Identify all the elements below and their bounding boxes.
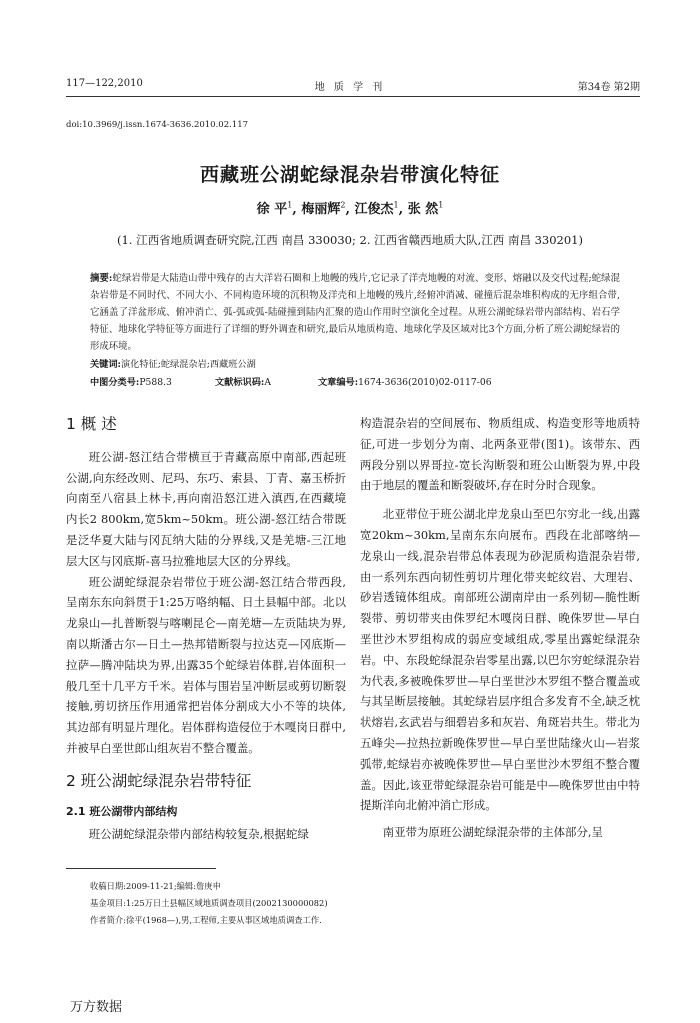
abstract-label: 摘要:	[90, 273, 113, 284]
fund-info: 基金项目:1:25万日土县幅区域地质调查项目(2002130000082)	[90, 898, 328, 908]
classification-number: 中图分类号:P588.3	[90, 377, 172, 388]
paragraph: 构造混杂岩的空间展布、物质组成、构造变形等地质特征,可进一步划分为南、北两条亚带(图1)。该带东、西两段分别以界哥拉-宽长沟断裂和班公山断裂为界,中段由于地层的覆盖和断裂破坏,存在时分时合现象。	[360, 416, 640, 493]
paragraph: 班公湖蛇绿混杂带内部结构较复杂,根据蛇绿	[88, 827, 309, 842]
footnote-rule	[66, 868, 216, 869]
received-date: 收稿日期:2009-11-21;编辑:詹庚申	[90, 881, 221, 891]
abstract-text: 蛇绿岩带是大陆造山带中残存的古大洋岩石圈和上地幔的残片,它记录了洋壳地幔的对流、变形、熔融以及交代过程;蛇绿混杂岩带是不同时代、不同大小、不同构造环境的沉积物及洋壳和上地幔的残片,经俯冲消减、碰撞后混杂堆积构成的无序组合带,它涵盖了洋盆形成、俯冲消亡、弧-弧或弧-陆碰撞到陆内汇聚的造山作用时空演化全过程。从班公湖蛇绿岩带内部结构、岩石学特征、地球化学特征等方面进行了详细的野外调查和研究,最后从地质构造、地球化学及区域对比3个方面,分析了班公湖蛇绿岩的形成环境。	[90, 273, 620, 352]
affiliation: (1. 江西省地质调查研究院,江西 南昌 330030; 2. 江西省赣西地质大队,江西 南昌 330201)	[117, 233, 583, 247]
footnote	[90, 878, 390, 929]
section-2-heading: 2 班公湖蛇绿混杂岩带特征	[66, 771, 252, 790]
keywords: 关键词:演化特征;蛇绿混杂岩;西藏班公湖	[90, 359, 256, 370]
right-column	[360, 413, 640, 843]
author: 徐 平$^1$	[256, 200, 293, 217]
paragraph: 北亚带位于班公湖北岸龙泉山至巴尔穷北一线,出露宽20km~30km,呈南东东向展布。西段在北部喀纳—龙泉山一线,混杂岩带总体表现为砂泥质构造混杂岩带,由一系列东西向韧性剪切片理化带夹蛇纹岩、大理岩、砂岩透镜体组成。南部班公湖南岸由一系列韧—脆性断裂带、剪切带夹由侏罗纪木嘎岗日群、晚侏罗世—早白垩世沙木罗组构成的弱应变域组成,零星出露蛇绿混杂岩。中、东段蛇绿混杂岩零星出露,以巴尔穷蛇绿混杂岩为代表,多被晚侏罗世—早白垩世沙木罗组不整合覆盖或与其呈断层接触。其蛇绿岩层序组合多发育不全,缺乏枕状熔岩,玄武岩与细碧岩多和灰岩、角斑岩共生。带北为五峰尖—拉热拉新晚侏罗世—早白垩世陆缘火山—岩浆弧带,蛇绿岩亦被晚侏罗世—早白垩世沙木罗组不整合覆盖。因此,该亚带蛇绿混杂岩可能是中—晚侏罗世由中特提斯洋向北俯冲消亡形成。	[360, 507, 640, 813]
author: 张 然$^1$	[407, 200, 444, 217]
left-column	[66, 408, 346, 845]
author: 江俊杰$^1$	[354, 200, 399, 217]
subsection-2-1-heading: 2.1 班公湖带内部结构	[66, 804, 178, 818]
author-bio: 作者简介:徐平(1968—),男,工程师,主要从事区域地质调查工作.	[90, 915, 322, 925]
journal-name: 地 质 学 刊	[314, 82, 386, 93]
paragraph: 班公湖-怒江结合带横亘于青藏高原中南部,西起班公湖,向东经改则、尼玛、东巧、索县、丁青、嘉玉桥折向南至八宿县上林卡,再向南沿怒江进入滇西,在西藏境内长2 800km,宽5km~50km。班公湖-怒江结合带既是泛华夏大陆与冈瓦纳大陆的分界线,又是羌塘-三江地层大区与冈底斯-喜马拉雅地层大区的分界线。	[66, 449, 346, 568]
paragraph: 南亚带为原班公湖蛇绿混杂带的主体部分,呈	[382, 825, 603, 840]
watermark-brand: 万方数据	[70, 1000, 123, 1015]
section-1-heading: 1 概 述	[66, 415, 117, 433]
page-range-year: 117—122,2010	[66, 78, 143, 89]
paper-title: 西藏班公湖蛇绿混杂岩带演化特征	[199, 164, 500, 186]
abstract	[90, 270, 620, 355]
author-list: 徐 平$^1$, 梅丽辉$^2$, 江俊杰$^1$, 张 然$^1$	[256, 200, 444, 217]
paragraph: 班公湖蛇绿混杂岩带位于班公湖-怒江结合带西段,呈南东东向斜贯于1:25万咯纳幅、日土县幅中部。北以龙泉山—扎普断裂与喀喇昆仑—南羌塘—左贡陆块为界,南以斯潘古尔—日土—热邦错断裂与拉达克—冈底斯—拉萨—腾冲陆块为界,出露35个蛇绿岩体群,岩体面积一般几至十几平方千米。岩体与围岩呈冲断层或剪切断裂接触,剪切挤压作用通常把岩体分割成大小不等的块体,其边部有明显片理化。岩体群构造侵位于木嘎岗日群中,并被早白垩世郎山组灰岩不整合覆盖。	[66, 574, 346, 755]
document-code: 文献标识码:A	[215, 377, 271, 388]
header-rule	[66, 96, 640, 97]
doi: doi:10.3969/j.issn.1674-3636.2010.02.117	[66, 120, 249, 130]
author: 梅丽辉$^2$	[301, 200, 346, 217]
article-number: 文章编号:1674-3636(2010)02-0117-06	[318, 377, 492, 388]
volume-issue: 第34卷 第2期	[577, 82, 640, 93]
